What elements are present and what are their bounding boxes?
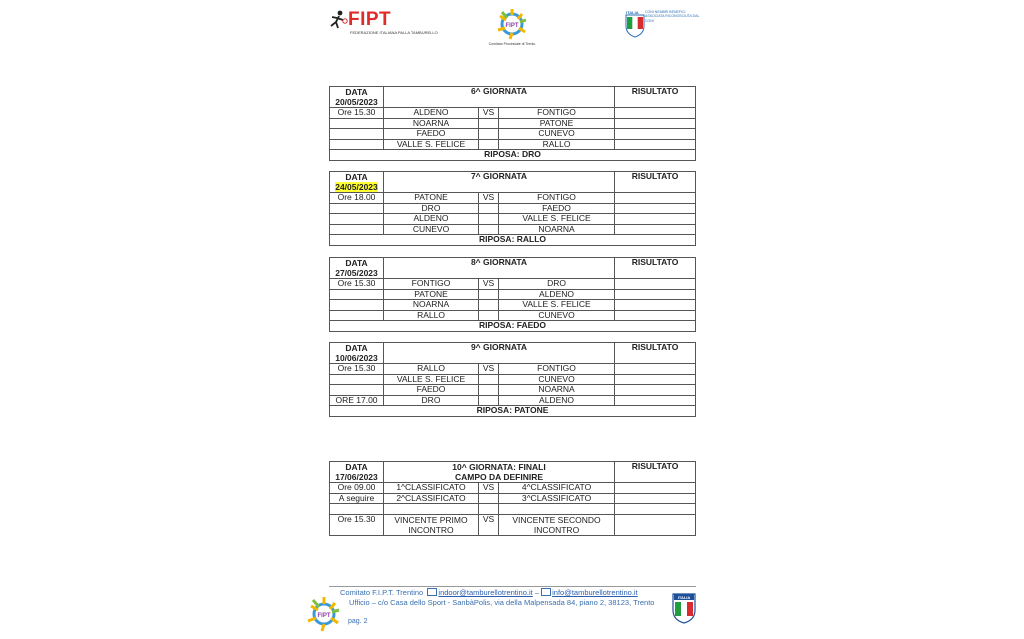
match-time: ORE 17.00	[330, 395, 384, 406]
match-time	[330, 289, 384, 300]
vs-label	[479, 374, 499, 385]
coni-text: CONI NEMBRI BENEFICI ASSOCIATA RICONOSCIUTA DAL CONI	[645, 10, 700, 23]
away-team: RALLO	[499, 139, 615, 150]
round-date: 27/05/2023	[335, 268, 378, 278]
vs-label	[479, 395, 499, 406]
away-team: ALDENO	[499, 395, 615, 406]
svg-text:FIPT: FIPT	[317, 613, 331, 619]
result-cell	[615, 108, 696, 119]
result-cell	[615, 214, 696, 225]
vs-label	[479, 289, 499, 300]
result-cell	[615, 385, 696, 396]
round-title: 7^ GIORNATA	[384, 172, 615, 193]
vs-label: VS	[479, 193, 499, 204]
match-time: A seguire	[330, 493, 384, 504]
away-team: VALLE S. FELICE	[499, 214, 615, 225]
date-cell: DATA 10/06/2023	[330, 343, 384, 364]
away-team: DRO	[499, 279, 615, 290]
result-cell	[615, 289, 696, 300]
rest-team: RIPOSA: DRO	[330, 150, 696, 161]
result-header: RISULTATO	[615, 343, 696, 364]
vs-label	[479, 224, 499, 235]
result-header: RISULTATO	[615, 87, 696, 108]
home-team: NOARNA	[384, 300, 479, 311]
page-number: pag. 2	[348, 618, 368, 625]
footer-italia-logo	[672, 592, 696, 629]
table-row	[330, 493, 696, 504]
match-time: Ore 09.00	[330, 483, 384, 494]
mail-icon	[427, 588, 437, 596]
away-team: FONTIGO	[499, 364, 615, 375]
home-team: PATONE	[384, 289, 479, 300]
match-time: Ore 15.30	[330, 279, 384, 290]
home-team: DRO	[384, 395, 479, 406]
vs-label	[479, 300, 499, 311]
footer-comitato-logo	[303, 594, 345, 639]
vs-label: VS	[479, 108, 499, 119]
result-cell	[615, 374, 696, 385]
vs-label	[479, 129, 499, 140]
table-row	[330, 385, 696, 396]
footer-contacts	[340, 587, 638, 597]
svg-text:ITALIA: ITALIA	[677, 595, 691, 600]
home-team: PATONE	[384, 193, 479, 204]
result-cell	[615, 493, 696, 504]
round-title: 8^ GIORNATA	[384, 258, 615, 279]
result-cell	[615, 300, 696, 311]
result-cell	[615, 129, 696, 140]
round-subtitle: CAMPO DA DEFINIRE	[455, 472, 544, 482]
home-team: CUNEVO	[384, 224, 479, 235]
italia-shield-icon	[672, 592, 696, 624]
away-team: VINCENTE SECONDO INCONTRO	[499, 514, 615, 535]
table-row	[330, 224, 696, 235]
table-row	[330, 129, 696, 140]
table-row	[330, 364, 696, 375]
home-team: VALLE S. FELICE	[384, 374, 479, 385]
final-title-cell	[384, 462, 615, 483]
away-team: NOARNA	[499, 385, 615, 396]
footer-org: Comitato F.I.P.T. Trentino	[340, 588, 424, 597]
vs-label	[479, 139, 499, 150]
fipt-logo	[328, 9, 438, 40]
fipt-logo-text: FIPT	[348, 9, 392, 30]
match-time	[330, 129, 384, 140]
away-team: FONTIGO	[499, 193, 615, 204]
mail-icon	[541, 588, 551, 596]
away-team: CUNEVO	[499, 310, 615, 321]
fipt-logo-subtitle: FEDERAZIONE ITALIANA PALLA TAMBURELLO	[350, 30, 438, 35]
match-time	[330, 310, 384, 321]
footer-separator: –	[534, 588, 540, 597]
round-date: 17/06/2023	[335, 472, 378, 482]
italia-label: ITALIA	[626, 10, 639, 15]
comitato-emblem-icon	[303, 594, 345, 634]
table-row	[330, 483, 696, 494]
result-cell	[615, 118, 696, 129]
result-cell	[615, 193, 696, 204]
home-team: 1^CLASSIFICATO	[384, 483, 479, 494]
home-team: RALLO	[384, 364, 479, 375]
away-team: CUNEVO	[499, 129, 615, 140]
round-date: 20/05/2023	[335, 97, 378, 107]
table-row	[330, 279, 696, 290]
round-table-9	[329, 342, 696, 417]
match-time	[330, 214, 384, 225]
away-team: FONTIGO	[499, 108, 615, 119]
result-cell	[615, 203, 696, 214]
result-cell	[615, 139, 696, 150]
table-row	[330, 395, 696, 406]
result-header: RISULTATO	[615, 172, 696, 193]
tamburello-player-icon	[328, 10, 348, 32]
away-team: CUNEVO	[499, 374, 615, 385]
vs-label: VS	[479, 514, 499, 535]
vs-label	[479, 385, 499, 396]
spacer-row	[330, 504, 696, 515]
email-link-indoor[interactable]: indoor@tamburellotrentino.it	[438, 588, 533, 597]
result-cell	[615, 364, 696, 375]
round-table-6	[329, 86, 696, 161]
away-team: NOARNA	[499, 224, 615, 235]
date-cell: DATA 17/06/2023	[330, 462, 384, 483]
rest-team: RIPOSA: PATONE	[330, 406, 696, 417]
result-cell	[615, 514, 696, 535]
home-team: VINCENTE PRIMO INCONTRO	[384, 514, 479, 535]
match-time	[330, 118, 384, 129]
result-cell	[615, 279, 696, 290]
result-header: RISULTATO	[615, 462, 696, 483]
footer-address: Ufficio – c/o Casa dello Sport - SanbàPolis, via della Malpensada 84, piano 2, 38123, Trento	[349, 598, 655, 607]
round-title: 9^ GIORNATA	[384, 343, 615, 364]
table-row	[330, 310, 696, 321]
match-time: Ore 15.30	[330, 364, 384, 375]
home-team: ALDENO	[384, 214, 479, 225]
date-cell: DATA 20/05/2023	[330, 87, 384, 108]
table-row	[330, 203, 696, 214]
date-cell: DATA 24/05/2023	[330, 172, 384, 193]
home-team: FONTIGO	[384, 279, 479, 290]
final-round-table	[329, 461, 696, 536]
home-team: FAEDO	[384, 385, 479, 396]
comitato-logo	[488, 6, 536, 52]
comitato-logo-caption: Comitato Provinciale di Trento	[488, 42, 536, 46]
away-team: 4^CLASSIFICATO	[499, 483, 615, 494]
round-date-highlighted: 24/05/2023	[335, 182, 378, 192]
round-table-8	[329, 257, 696, 332]
table-row	[330, 139, 696, 150]
italia-coni-logo	[625, 10, 705, 38]
vs-label	[479, 493, 499, 504]
vs-label	[479, 203, 499, 214]
match-time	[330, 224, 384, 235]
result-cell	[615, 224, 696, 235]
round-title: 6^ GIORNATA	[384, 87, 615, 108]
away-team: 3^CLASSIFICATO	[499, 493, 615, 504]
home-team: 2^CLASSIFICATO	[384, 493, 479, 504]
match-time	[330, 385, 384, 396]
away-team: ALDENO	[499, 289, 615, 300]
result-cell	[615, 483, 696, 494]
away-team: VALLE S. FELICE	[499, 300, 615, 311]
rest-team: RIPOSA: RALLO	[330, 235, 696, 246]
email-link-info[interactable]: info@tamburellotrentino.it	[552, 588, 638, 597]
table-row	[330, 193, 696, 204]
round-table-7	[329, 171, 696, 246]
vs-label: VS	[479, 483, 499, 494]
result-cell	[615, 310, 696, 321]
match-time	[330, 300, 384, 311]
home-team: NOARNA	[384, 118, 479, 129]
table-row	[330, 214, 696, 225]
vs-label	[479, 214, 499, 225]
match-time	[330, 139, 384, 150]
table-row	[330, 514, 696, 535]
vs-label	[479, 310, 499, 321]
date-cell: DATA 27/05/2023	[330, 258, 384, 279]
vs-label: VS	[479, 279, 499, 290]
away-team: FAEDO	[499, 203, 615, 214]
table-row	[330, 289, 696, 300]
rest-team: RIPOSA: FAEDO	[330, 321, 696, 332]
table-row	[330, 108, 696, 119]
table-row	[330, 118, 696, 129]
svg-text:FIPT: FIPT	[505, 23, 519, 29]
result-cell	[615, 395, 696, 406]
table-row	[330, 300, 696, 311]
match-time: Ore 15.30	[330, 514, 384, 535]
home-team: FAEDO	[384, 129, 479, 140]
match-time: Ore 18.00	[330, 193, 384, 204]
match-time	[330, 203, 384, 214]
vs-label: VS	[479, 364, 499, 375]
result-header: RISULTATO	[615, 258, 696, 279]
home-team: RALLO	[384, 310, 479, 321]
round-date: 10/06/2023	[335, 353, 378, 363]
round-title: 10^ GIORNATA: FINALI	[452, 462, 546, 472]
vs-label	[479, 118, 499, 129]
away-team: PATONE	[499, 118, 615, 129]
home-team: VALLE S. FELICE	[384, 139, 479, 150]
table-row	[330, 374, 696, 385]
home-team: DRO	[384, 203, 479, 214]
match-time	[330, 374, 384, 385]
home-team: ALDENO	[384, 108, 479, 119]
comitato-emblem-icon	[492, 6, 532, 42]
match-time: Ore 15.30	[330, 108, 384, 119]
